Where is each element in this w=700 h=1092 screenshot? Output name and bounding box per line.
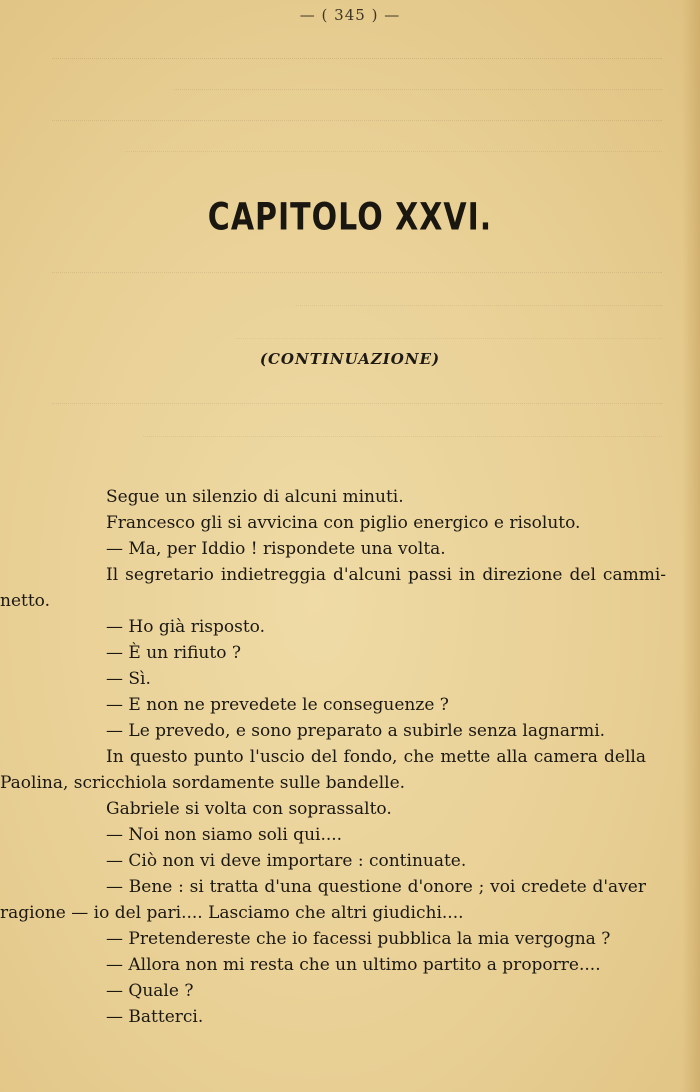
text-line: — Pretendereste che io facessi pubblica la mia vergogna ? [106, 929, 611, 949]
text-line: ragione — io del pari.... Lasciamo che altri giudichi.... [0, 903, 464, 923]
text-line: — Le prevedo, e sono preparato a subirle senza lagnarmi. [106, 721, 606, 741]
text-line: Segue un silenzio di alcuni minuti. [106, 487, 404, 507]
text-line: Francesco gli si avvicina con piglio energico e risoluto. [106, 513, 581, 533]
text-line: — Allora non mi resta che un ultimo partito a proporre.... [106, 955, 601, 975]
chapter-subtitle: (CONTINUAZIONE) [259, 350, 441, 368]
text-line: — Sì. [106, 669, 151, 689]
text-line: netto. [0, 591, 51, 611]
text-line: — Ciò non vi deve importare : continuate. [106, 851, 467, 871]
text-line: Paolina, scricchiola sordamente sulle bandelle. [0, 773, 406, 793]
text-line: In questo punto l'uscio del fondo, che mette alla camera della [106, 747, 646, 767]
text-line: — Bene : si tratta d'una questione d'onore ; voi credete d'aver [106, 877, 646, 897]
bleed-through-texture [52, 36, 662, 186]
page-number: — ( 345 ) — [299, 6, 401, 24]
text-line: — Ma, per Iddio ! rispondete una volta. [106, 539, 446, 559]
text-line: — Noi non siamo soli qui.... [106, 825, 343, 845]
text-line: — Ho già risposto. [106, 617, 266, 637]
text-line: — È un rifiuto ? [106, 643, 241, 663]
chapter-title: CAPITOLO XXVI. [207, 195, 493, 240]
text-line: Gabriele si volta con soprassalto. [106, 799, 392, 819]
chapter-body [0, 484, 666, 1030]
text-line: — Batterci. [106, 1007, 204, 1027]
text-line: — Quale ? [106, 981, 194, 1001]
text-line: Il segretario indietreggia d'alcuni passi in direzione del cammi- [106, 565, 666, 585]
text-line: — E non ne prevedete le conseguenze ? [106, 695, 449, 715]
